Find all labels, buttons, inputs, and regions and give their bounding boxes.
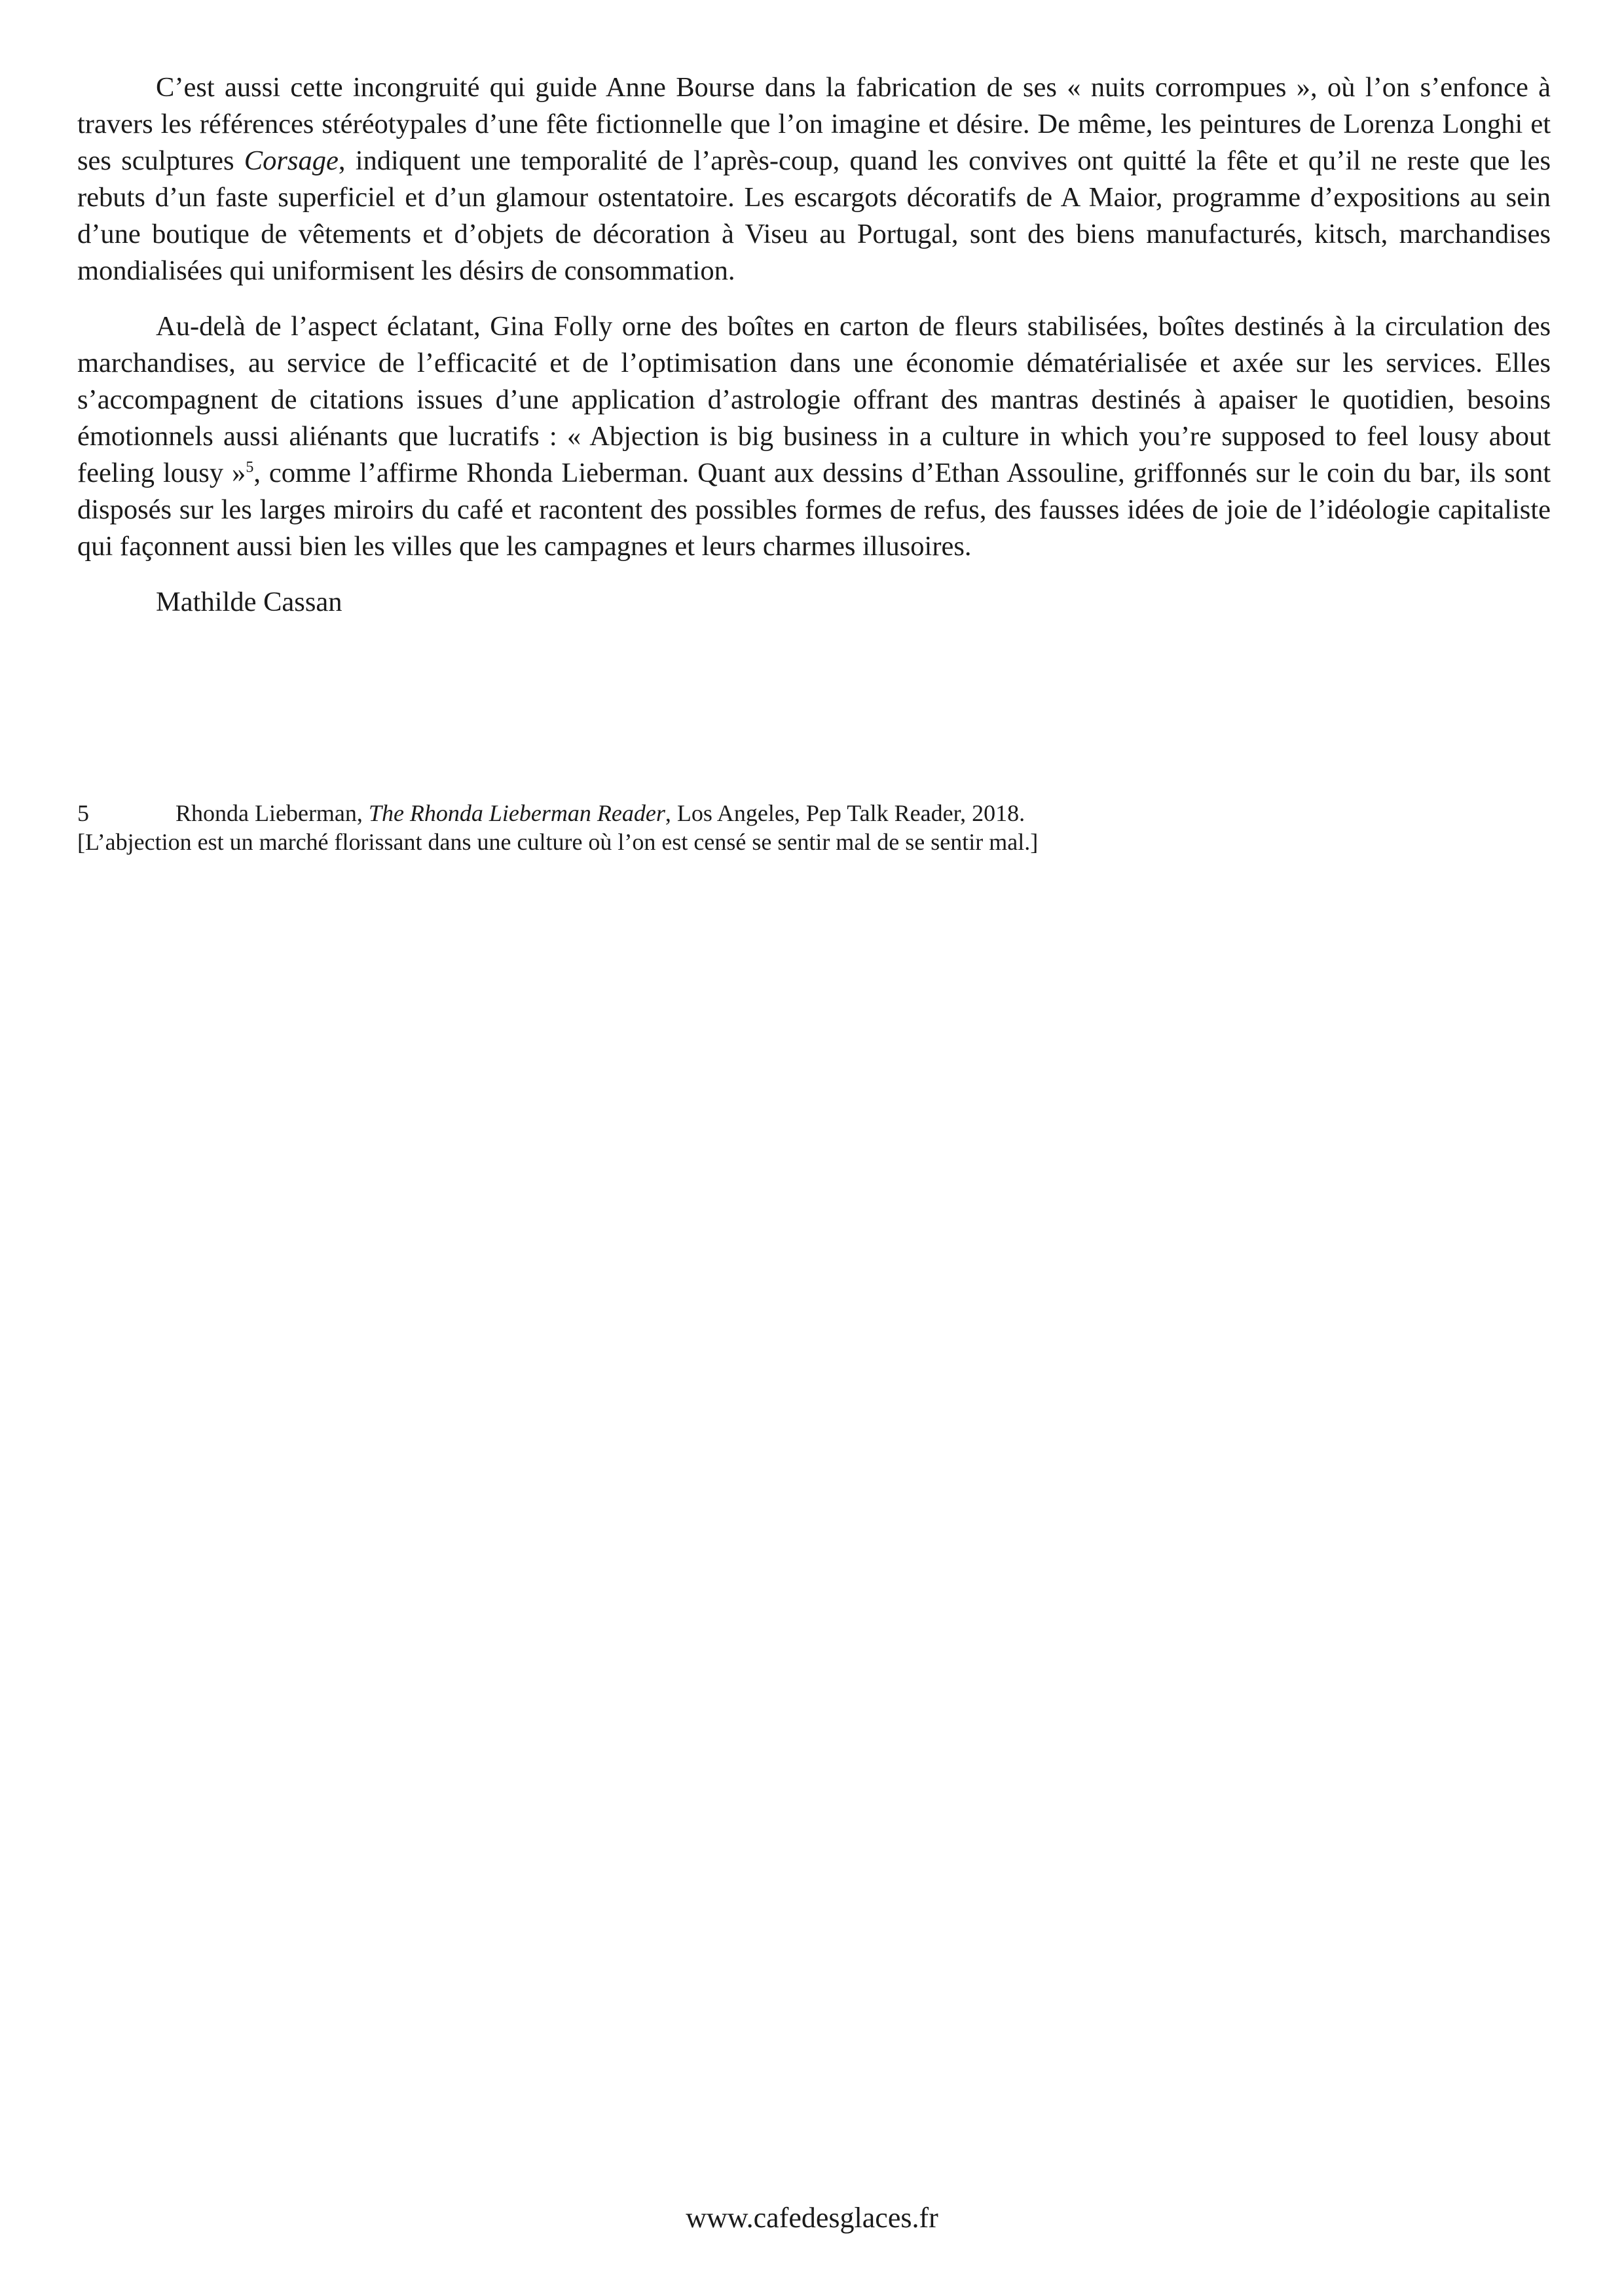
- article-body: [77, 69, 1551, 640]
- footnote-citation: [77, 799, 1073, 828]
- author-signature: Mathilde Cassan: [156, 587, 342, 617]
- footnote-book-title: The Rhonda Lieberman Reader: [368, 800, 665, 826]
- paragraph-2-text-b: , comme l’affirme Rhonda Lieberman. Quant aux dessins d’Ethan Assouline, griffonnés sur le coin du bar, ils sont disposés sur les larges miroirs du café et racontent des possibles formes de refus, des fausses idées de joie de l’idéologie capitaliste qui façonnent aussi bien les villes que les campagnes et leurs charmes illusoires.: [77, 458, 1551, 562]
- footnote-author: Rhonda Lieberman,: [175, 800, 369, 826]
- paragraph-1-text-a: C’est aussi cette incongruité qui guide Anne Bourse dans la fabrication de ses « nuits corrompues », où l’on s’enfonce à travers les références stéréotypales d’une fête fictionnelle que l’on imagine et désire. De même, les peintures de Lorenza Longhi et ses sculptures: [77, 72, 1551, 176]
- footnote-translation: [L’abjection est un marché florissant dans une culture où l’on est censé se sentir mal de se sentir mal.]: [77, 829, 1039, 855]
- footnote: [77, 799, 1073, 856]
- footnote-number: 5: [77, 800, 89, 826]
- footnote-publication: , Los Angeles, Pep Talk Reader, 2018.: [665, 800, 1025, 826]
- paragraph-1-text-b: , indiquent une temporalité de l’après-coup, quand les convives ont quitté la fête et qu’il ne reste que les rebuts d’un faste superficiel et d’un glamour ostentatoire. Les escargots décoratifs de A Maior, programme d’expositions au sein d’une boutique de vêtements et d’objets de décoration à Viseu au Portugal, sont des biens manufacturés, kitsch, marchandises mondialisées qui uniformisent les désirs de consommation.: [77, 145, 1551, 286]
- paragraph-2-text-a: Au-delà de l’aspect éclatant, Gina Folly orne des boîtes en carton de fleurs stabilisées, boîtes destinés à la circulation des marchandises, au service de l’efficacité et de l’optimisation dans une économie dématérialisée et axée sur les services. Elles s’accompagnent de citations issues d’une application d’astrologie offrant des mantras destinés à apaiser le quotidien, besoins émotionnels aussi aliénants que lucratifs : « Abjection is big business in a culture in which you’re supposed to feel lousy about feeling lousy »: [77, 311, 1551, 488]
- paragraph-1: [77, 69, 1551, 289]
- paragraph-2: [77, 308, 1551, 565]
- footnote-reference: 5: [246, 458, 254, 476]
- footer-website-link[interactable]: www.cafedesglaces.fr: [686, 2202, 938, 2234]
- artwork-title-corsage: Corsage: [244, 145, 339, 176]
